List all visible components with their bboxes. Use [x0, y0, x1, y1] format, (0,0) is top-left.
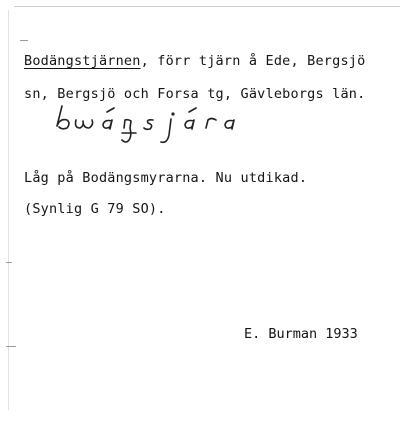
- text-line-3: Låg på Bodängsmyrarna. Nu utdikad.: [24, 170, 308, 186]
- margin-tick: [6, 346, 16, 347]
- location-text: , förr tjärn å Ede, Bergsjö: [140, 53, 366, 69]
- handwritten-phonetic: [52, 102, 302, 152]
- margin-tick: [6, 262, 12, 263]
- text-line-1: [24, 53, 365, 69]
- author-signature: E. Burman 1933: [244, 326, 358, 342]
- card-top-edge: [14, 6, 400, 7]
- card-left-edge: [8, 10, 9, 410]
- text-line-4: (Synlig G 79 SO).: [24, 201, 166, 217]
- margin-tick: [20, 40, 28, 41]
- headword: Bodängstjärnen: [24, 53, 141, 69]
- text-line-2: sn, Bergsjö och Forsa tg, Gävleborgs län.: [24, 86, 366, 102]
